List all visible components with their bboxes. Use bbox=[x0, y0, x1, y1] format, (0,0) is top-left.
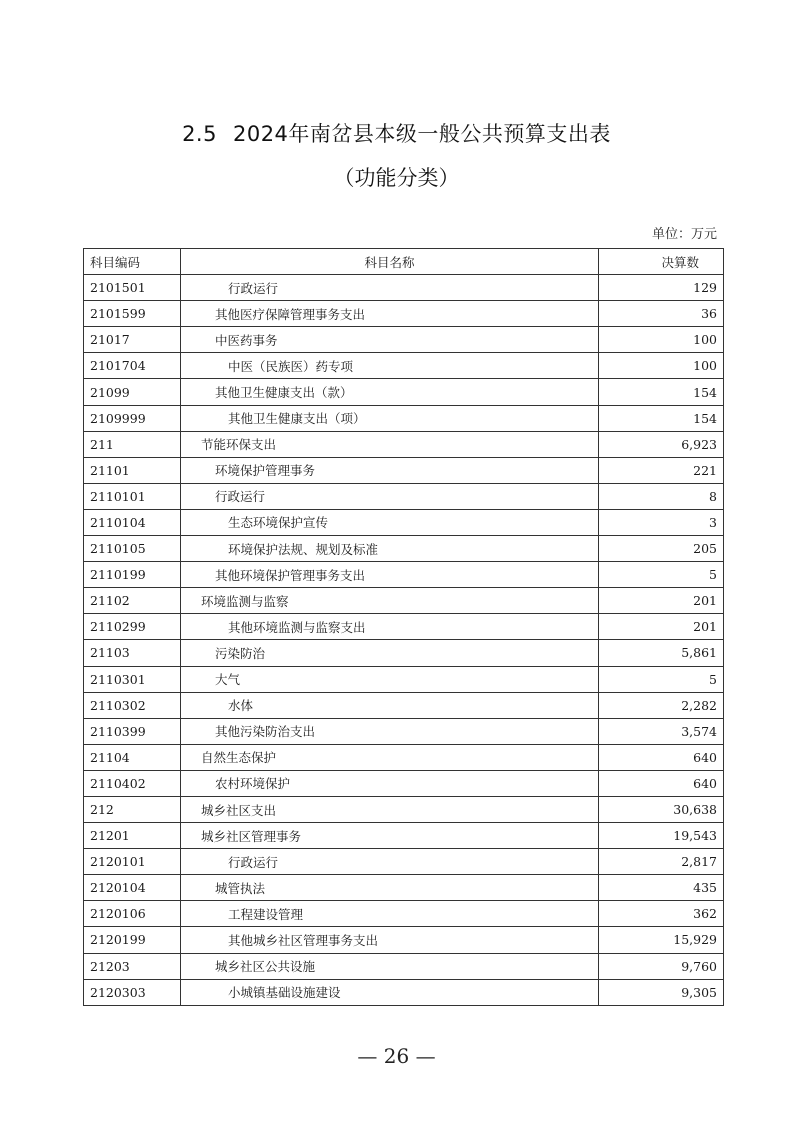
table-row bbox=[84, 666, 724, 692]
cell-name: 环境保护法规、规划及标准 bbox=[181, 536, 599, 562]
cell-name: 工程建设管理 bbox=[181, 901, 599, 927]
cell-amount: 9,760 bbox=[599, 953, 724, 979]
table-row bbox=[84, 483, 724, 509]
cell-name: 水体 bbox=[181, 692, 599, 718]
table-row bbox=[84, 901, 724, 927]
cell-code: 2110399 bbox=[84, 718, 181, 744]
cell-name: 其他卫生健康支出（款） bbox=[181, 379, 599, 405]
cell-code: 21203 bbox=[84, 953, 181, 979]
table-header-row bbox=[84, 249, 724, 275]
page-subtitle: （功能分类） bbox=[333, 166, 460, 190]
cell-code: 2110104 bbox=[84, 509, 181, 535]
table-row bbox=[84, 692, 724, 718]
cell-name: 环境保护管理事务 bbox=[181, 457, 599, 483]
cell-code: 21099 bbox=[84, 379, 181, 405]
cell-name: 其他环境监测与监察支出 bbox=[181, 614, 599, 640]
cell-amount: 154 bbox=[599, 379, 724, 405]
table-row bbox=[84, 509, 724, 535]
cell-name: 城管执法 bbox=[181, 875, 599, 901]
page-title bbox=[0, 118, 793, 148]
cell-amount: 36 bbox=[599, 301, 724, 327]
table-row bbox=[84, 979, 724, 1005]
cell-name: 其他城乡社区管理事务支出 bbox=[181, 927, 599, 953]
cell-code: 2101704 bbox=[84, 353, 181, 379]
table-row bbox=[84, 457, 724, 483]
column-header-name: 科目名称 bbox=[181, 249, 599, 275]
cell-code: 21102 bbox=[84, 588, 181, 614]
cell-code: 2110101 bbox=[84, 483, 181, 509]
table-row bbox=[84, 614, 724, 640]
table-body bbox=[84, 275, 724, 1006]
cell-code: 21201 bbox=[84, 823, 181, 849]
cell-name: 城乡社区公共设施 bbox=[181, 953, 599, 979]
cell-name: 生态环境保护宣传 bbox=[181, 509, 599, 535]
column-header-code: 科目编码 bbox=[84, 249, 181, 275]
cell-amount: 5 bbox=[599, 666, 724, 692]
cell-name: 其他医疗保障管理事务支出 bbox=[181, 301, 599, 327]
cell-code: 2110105 bbox=[84, 536, 181, 562]
cell-code: 21103 bbox=[84, 640, 181, 666]
cell-amount: 154 bbox=[599, 405, 724, 431]
cell-amount: 100 bbox=[599, 327, 724, 353]
unit-label: 单位：万元 bbox=[651, 227, 717, 242]
cell-code: 2110301 bbox=[84, 666, 181, 692]
cell-code: 21017 bbox=[84, 327, 181, 353]
cell-amount: 205 bbox=[599, 536, 724, 562]
cell-amount: 5 bbox=[599, 562, 724, 588]
cell-name: 节能环保支出 bbox=[181, 431, 599, 457]
cell-name: 大气 bbox=[181, 666, 599, 692]
cell-amount: 3,574 bbox=[599, 718, 724, 744]
cell-amount: 100 bbox=[599, 353, 724, 379]
cell-name: 污染防治 bbox=[181, 640, 599, 666]
cell-name: 城乡社区支出 bbox=[181, 796, 599, 822]
cell-code: 2110402 bbox=[84, 770, 181, 796]
cell-amount: 640 bbox=[599, 770, 724, 796]
cell-name: 中医药事务 bbox=[181, 327, 599, 353]
title-number: 2.5 bbox=[182, 122, 217, 146]
table-row bbox=[84, 953, 724, 979]
cell-name: 其他环境保护管理事务支出 bbox=[181, 562, 599, 588]
table-row bbox=[84, 536, 724, 562]
table-row bbox=[84, 875, 724, 901]
cell-code: 211 bbox=[84, 431, 181, 457]
cell-amount: 19,543 bbox=[599, 823, 724, 849]
table-row bbox=[84, 275, 724, 301]
cell-amount: 201 bbox=[599, 614, 724, 640]
cell-code: 2110299 bbox=[84, 614, 181, 640]
table-row bbox=[84, 327, 724, 353]
cell-code: 2120106 bbox=[84, 901, 181, 927]
table-row bbox=[84, 431, 724, 457]
cell-name: 行政运行 bbox=[181, 275, 599, 301]
table-row bbox=[84, 379, 724, 405]
cell-name: 中医（民族医）药专项 bbox=[181, 353, 599, 379]
cell-amount: 5,861 bbox=[599, 640, 724, 666]
cell-name: 其他污染防治支出 bbox=[181, 718, 599, 744]
cell-code: 2120303 bbox=[84, 979, 181, 1005]
cell-amount: 435 bbox=[599, 875, 724, 901]
cell-code: 2120199 bbox=[84, 927, 181, 953]
cell-amount: 15,929 bbox=[599, 927, 724, 953]
cell-code: 2109999 bbox=[84, 405, 181, 431]
cell-amount: 2,282 bbox=[599, 692, 724, 718]
table-row bbox=[84, 301, 724, 327]
table-row bbox=[84, 640, 724, 666]
cell-amount: 9,305 bbox=[599, 979, 724, 1005]
cell-code: 2120101 bbox=[84, 849, 181, 875]
budget-table bbox=[83, 248, 724, 1006]
cell-amount: 30,638 bbox=[599, 796, 724, 822]
cell-amount: 6,923 bbox=[599, 431, 724, 457]
table-row bbox=[84, 718, 724, 744]
cell-amount: 3 bbox=[599, 509, 724, 535]
cell-code: 212 bbox=[84, 796, 181, 822]
cell-code: 2110302 bbox=[84, 692, 181, 718]
table-row bbox=[84, 588, 724, 614]
cell-name: 行政运行 bbox=[181, 483, 599, 509]
page-number: — 26 — bbox=[357, 1044, 436, 1068]
cell-code: 2101599 bbox=[84, 301, 181, 327]
cell-code: 2120104 bbox=[84, 875, 181, 901]
cell-name: 农村环境保护 bbox=[181, 770, 599, 796]
cell-code: 2110199 bbox=[84, 562, 181, 588]
cell-amount: 201 bbox=[599, 588, 724, 614]
table-row bbox=[84, 927, 724, 953]
cell-code: 21101 bbox=[84, 457, 181, 483]
cell-name: 城乡社区管理事务 bbox=[181, 823, 599, 849]
table-row bbox=[84, 353, 724, 379]
cell-name: 自然生态保护 bbox=[181, 744, 599, 770]
table-row bbox=[84, 823, 724, 849]
table-row bbox=[84, 744, 724, 770]
cell-name: 其他卫生健康支出（项） bbox=[181, 405, 599, 431]
cell-amount: 362 bbox=[599, 901, 724, 927]
cell-name: 小城镇基础设施建设 bbox=[181, 979, 599, 1005]
cell-amount: 2,817 bbox=[599, 849, 724, 875]
cell-name: 环境监测与监察 bbox=[181, 588, 599, 614]
cell-amount: 221 bbox=[599, 457, 724, 483]
table-row bbox=[84, 405, 724, 431]
title-text: 2024年南岔县本级一般公共预算支出表 bbox=[232, 122, 611, 146]
table-row bbox=[84, 849, 724, 875]
cell-amount: 129 bbox=[599, 275, 724, 301]
column-header-amount: 决算数 bbox=[599, 249, 724, 275]
cell-amount: 8 bbox=[599, 483, 724, 509]
table-row bbox=[84, 770, 724, 796]
table-row bbox=[84, 796, 724, 822]
cell-name: 行政运行 bbox=[181, 849, 599, 875]
table-row bbox=[84, 562, 724, 588]
cell-code: 21104 bbox=[84, 744, 181, 770]
cell-amount: 640 bbox=[599, 744, 724, 770]
cell-code: 2101501 bbox=[84, 275, 181, 301]
